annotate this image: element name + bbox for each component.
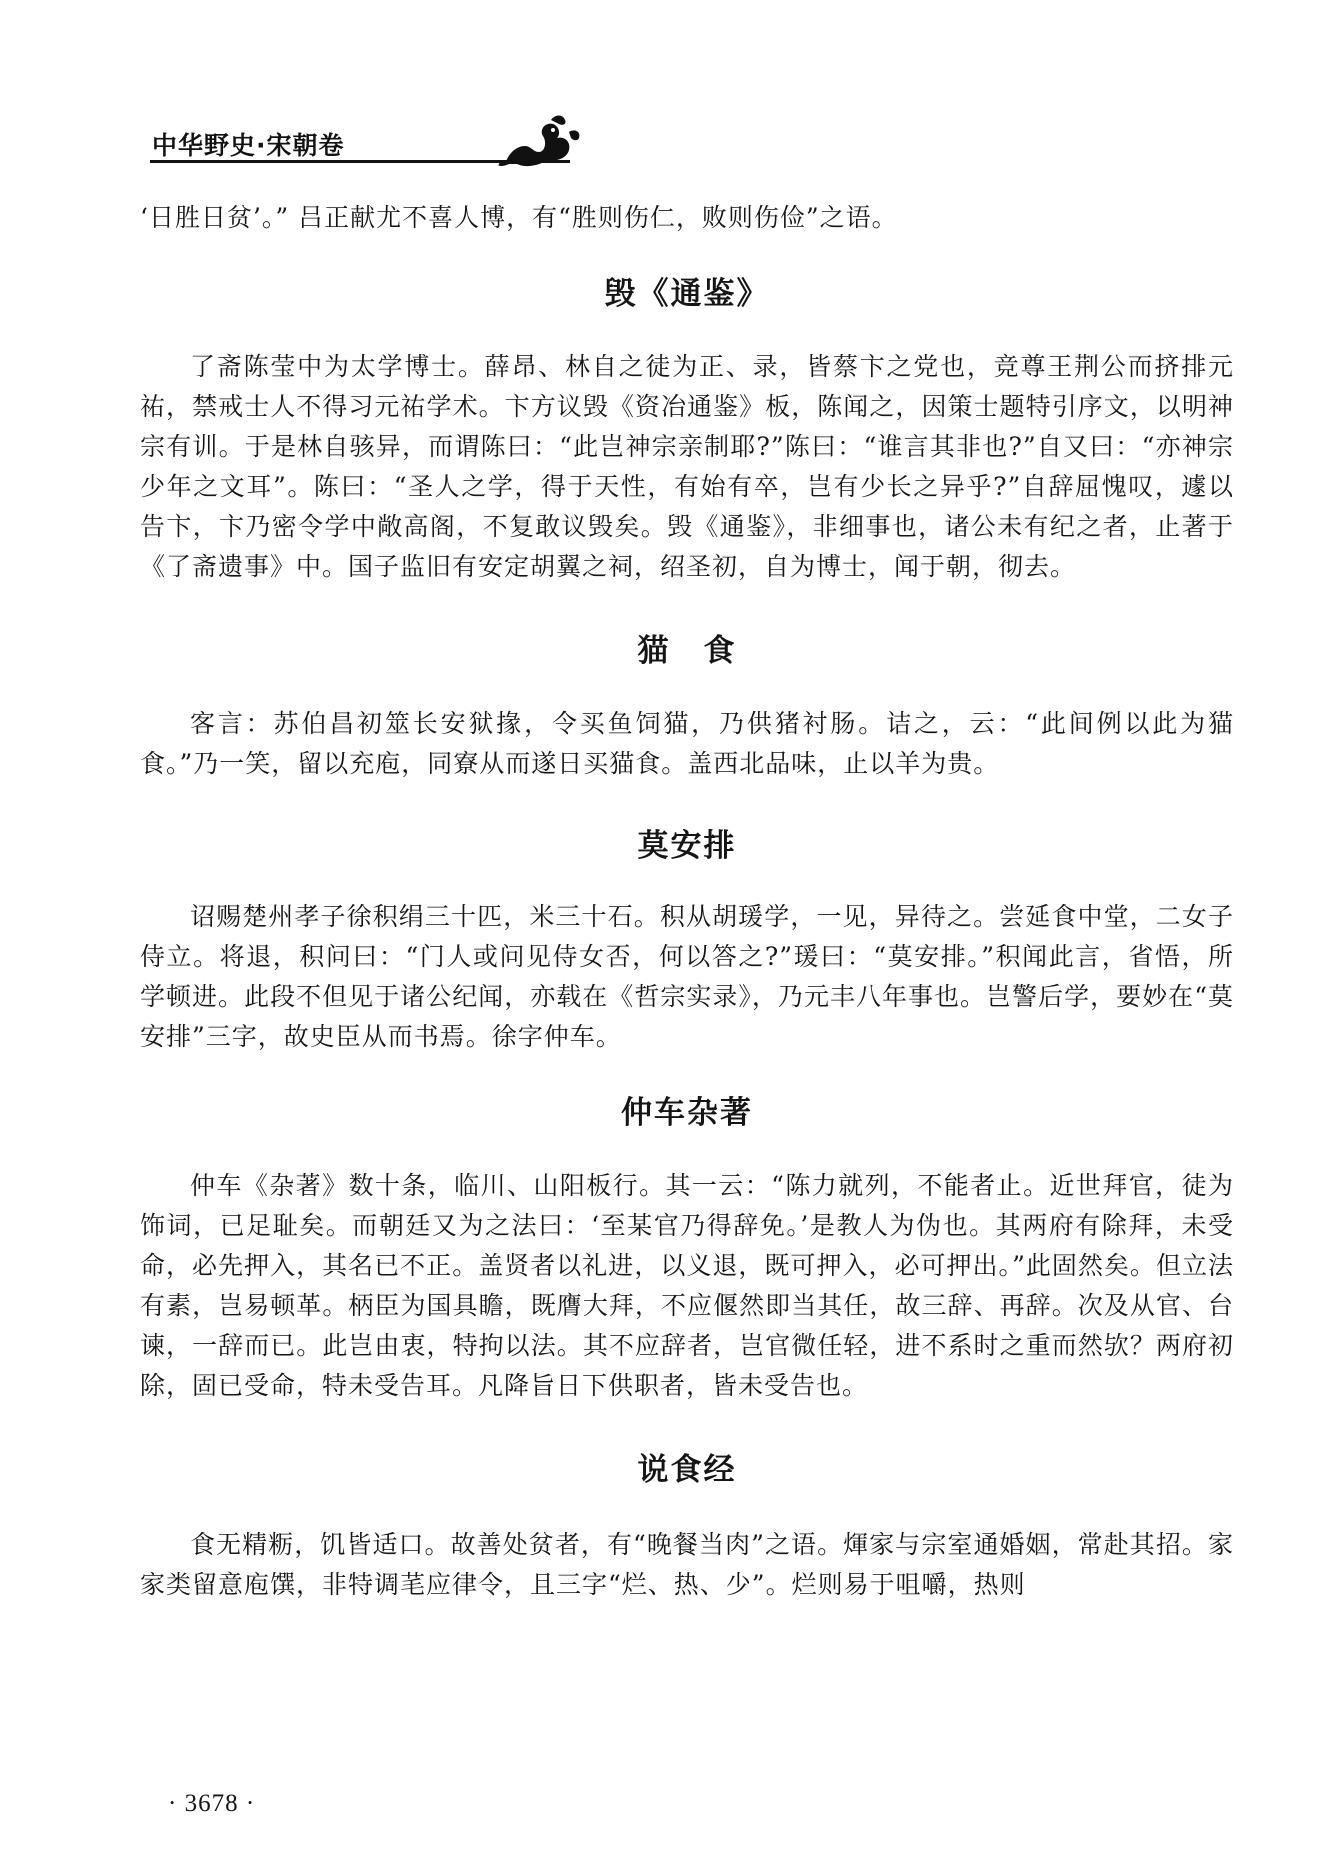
section-title-5: 说食经 [637,1452,737,1488]
section-title-3: 莫安排 [637,828,737,864]
section-paragraph-3: 诏赐楚州孝子徐积绢三十匹，米三十石。积从胡瑗学，一见，异待之。尝延食中堂，二女子侍立。将退，积问曰：“门人或问见侍女否，何以答之?”瑗曰：“莫安排。”积闻此言，省悟，所学顿进。此段不但见于诸公纪闻，亦载在《哲宗实录》，乃元丰八年事也。岂警后学，要妙在“莫安排”三字，故史臣从而书焉。徐字仲车。 [140,902,1234,1051]
running-header [150,112,1230,172]
section-title-1: 毁《通鉴》 [604,276,770,312]
page-number: · 3678 · [168,1790,256,1817]
section-paragraph-1: 了斋陈莹中为太学博士。薛昂、林自之徒为正、录，皆蔡卞之党也，竞尊王荆公而挤排元祐，禁戒士人不得习元祐学术。卞方议毁《资冶通鉴》板，陈闻之，因策士题特引序文，以明神宗有训。于是林自骇异，而谓陈曰：“此岂神宗亲制耶?”陈曰：“谁言其非也?”自又曰：“亦神宗少年之文耳”。陈曰：“圣人之学，得于天性，有始有卒，岂有少长之异乎?”自辞屈愧叹，遽以告卞，卞乃密令学中敞高阁，不复敢议毁矣。毁《通鉴》，非细事也，诸公未有纪之者，止著于《了斋遗事》中。国子监旧有安定胡翼之祠，绍圣初，自为博士，闻于朝，彻去。 [140,352,1234,581]
section-paragraph-4: 仲车《杂著》数十条，临川、山阳板行。其一云：“陈力就列，不能者止。近世拜官，徒为饰词，已足耻矣。而朝廷又为之法曰：‘至某官乃得辞免。’是教人为伪也。其两府有除拜，未受命，必先押入，其名已不正。盖贤者以礼进，以义退，既可押入，必可押出。”此固然矣。但立法有素，岂易顿革。柄臣为国具瞻，既膺大拜，不应偃然即当其任，故三辞、再辞。次及从官、台谏，一辞而已。此岂由衷，特拘以法。其不应辞者，岂官微任轻，进不系时之重而然欤？两府初除，固已受命，特未受告耳。凡降旨日下供职者，皆未受告也。 [140,1171,1234,1400]
section-paragraph-5: 食无精粝，饥皆适口。故善处贫者，有“晚餐当肉”之语。煇家与宗室通婚姻，常赴其招。家家类留意庖馔，非特调芼应律令，且三字“烂、热、少”。烂则易于咀嚼，热则 [140,1530,1234,1599]
header-title: 中华野史·宋朝卷 [152,131,345,160]
section-title-2: 猫 食 [637,633,737,669]
intro-paragraph: ‘日胜日贫’。” 吕正献尤不喜人博，有“胜则伤仁，败则伤俭”之语。 [140,203,898,232]
section-title-4: 仲车杂著 [621,1095,753,1131]
section-paragraph-2: 客言：苏伯昌初筮长安狱掾，令买鱼饲猫，乃供猪衬肠。诘之，云：“此间例以此为猫食。”乃一笑，留以充庖，同寮从而遂日买猫食。盖西北品味，止以羊为贵。 [140,709,1234,778]
header-rule [150,160,570,163]
page-body [140,198,1234,1605]
